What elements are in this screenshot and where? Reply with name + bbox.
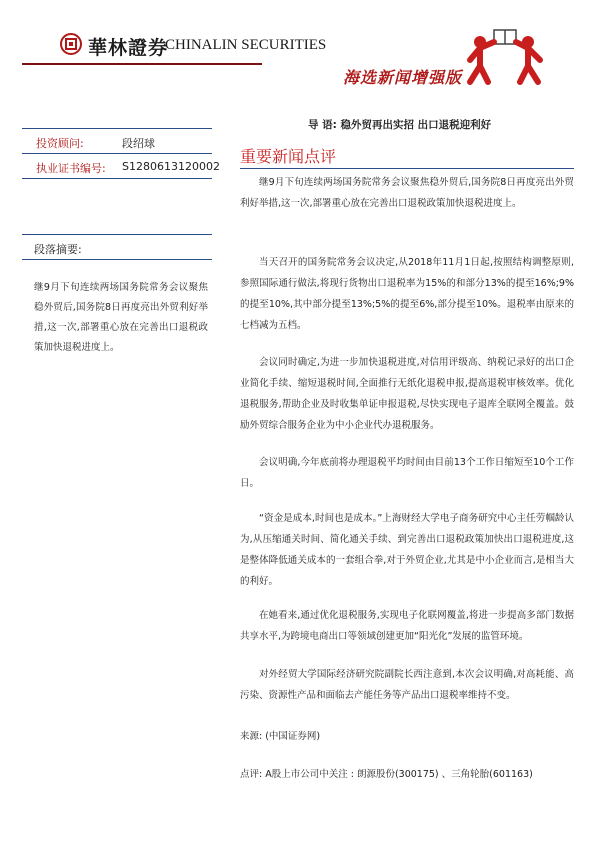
paragraph: 在她看来,通过优化退税服务,实现电子化联网覆盖,将进一步提高多部门数据共享水平,为跨境电商出口等领域创建更加“阳光化”发展的监管环境。	[240, 610, 574, 642]
summary-header	[22, 234, 212, 260]
advisor-label: 投资顾问:	[36, 137, 84, 150]
comment-line: 点评: A股上市公司中关注 : 朗源股份(300175) 、三角轮胎(601163)	[240, 769, 533, 780]
paragraph: 继9月下旬连续两场国务院常务会议聚焦稳外贸后,国务院8日再度亮出外贸利好举措,这一次,部署重心放在完善出口退税政策加快退税进度上。	[240, 177, 574, 209]
advisor-value: 段绍球	[122, 137, 155, 150]
paragraph: “资金是成本,时间也是成本。”上海财经大学电子商务研究中心主任劳帼龄认为,从压缩通关时间、简化通关手续、到完善出口退税政策加快出口退税进度,这是整体降低通关成本的一套组合拳,对于外贸企业,尤其是中小企业而言,是相当大的利好。	[240, 513, 574, 587]
paragraph: 当天召开的国务院常务会议决定,从2018年11月1日起,按照结构调整原则,参照国际通行做法,将现行货物出口退税率为15%的和部分13%的提至16%;9%的提至10%,其中部分提至13%;5%的提至6%,部分提至10%。退税率由原来的七档减为五档。	[240, 257, 574, 331]
license-value: S1280613120002	[122, 160, 220, 173]
banner	[262, 63, 462, 85]
section-rule	[240, 168, 574, 169]
brand-name-en: CHINALIN SECURITIES	[165, 37, 327, 53]
paragraph: 会议明确,今年底前将办理退税平均时间由目前13个工作日缩短至10个工作日。	[240, 457, 574, 489]
section-title: 重要新闻点评	[240, 147, 337, 166]
reading-figures-icon	[464, 26, 546, 88]
page-header	[0, 0, 595, 92]
advisor-row	[22, 128, 212, 154]
summary-text: 继9月下旬连续两场国务院常务会议聚焦稳外贸后,国务院8日再度亮出外贸利好举措,这一次,部署重心放在完善出口退税政策加快退税进度上。	[34, 282, 208, 353]
license-label: 执业证书编号:	[36, 162, 106, 175]
source-line: 来源: (中国证券网)	[240, 731, 321, 742]
license-row	[22, 154, 220, 179]
paragraph: 对外经贸大学国际经济研究院副院长西注意到,本次会议明确,对高耗能、高污染、资源性产品和面临去产能任务等产品出口退税率维持不变。	[240, 669, 574, 701]
logo-icon	[60, 33, 82, 55]
paragraph: 会议同时确定,为进一步加快退税进度,对信用评级高、纳税记录好的出口企业简化手续、缩短退税时间,全面推行无纸化退税申报,提高退税审核效率。优化退税服务,帮助企业及时收集单证申报退税,尽快实现电子退库全联网全覆盖。鼓励外贸综合服务企业为中小企业代办退税服务。	[240, 357, 574, 431]
brand-name-cn: 華林證券	[88, 37, 169, 59]
summary-label: 段落摘要:	[34, 243, 82, 256]
advisor-info-table	[22, 128, 220, 179]
banner-title: 海选新闻增强版	[342, 68, 462, 87]
lead-line: 导 语: 稳外贸再出实招 出口退税迎利好	[308, 119, 492, 131]
